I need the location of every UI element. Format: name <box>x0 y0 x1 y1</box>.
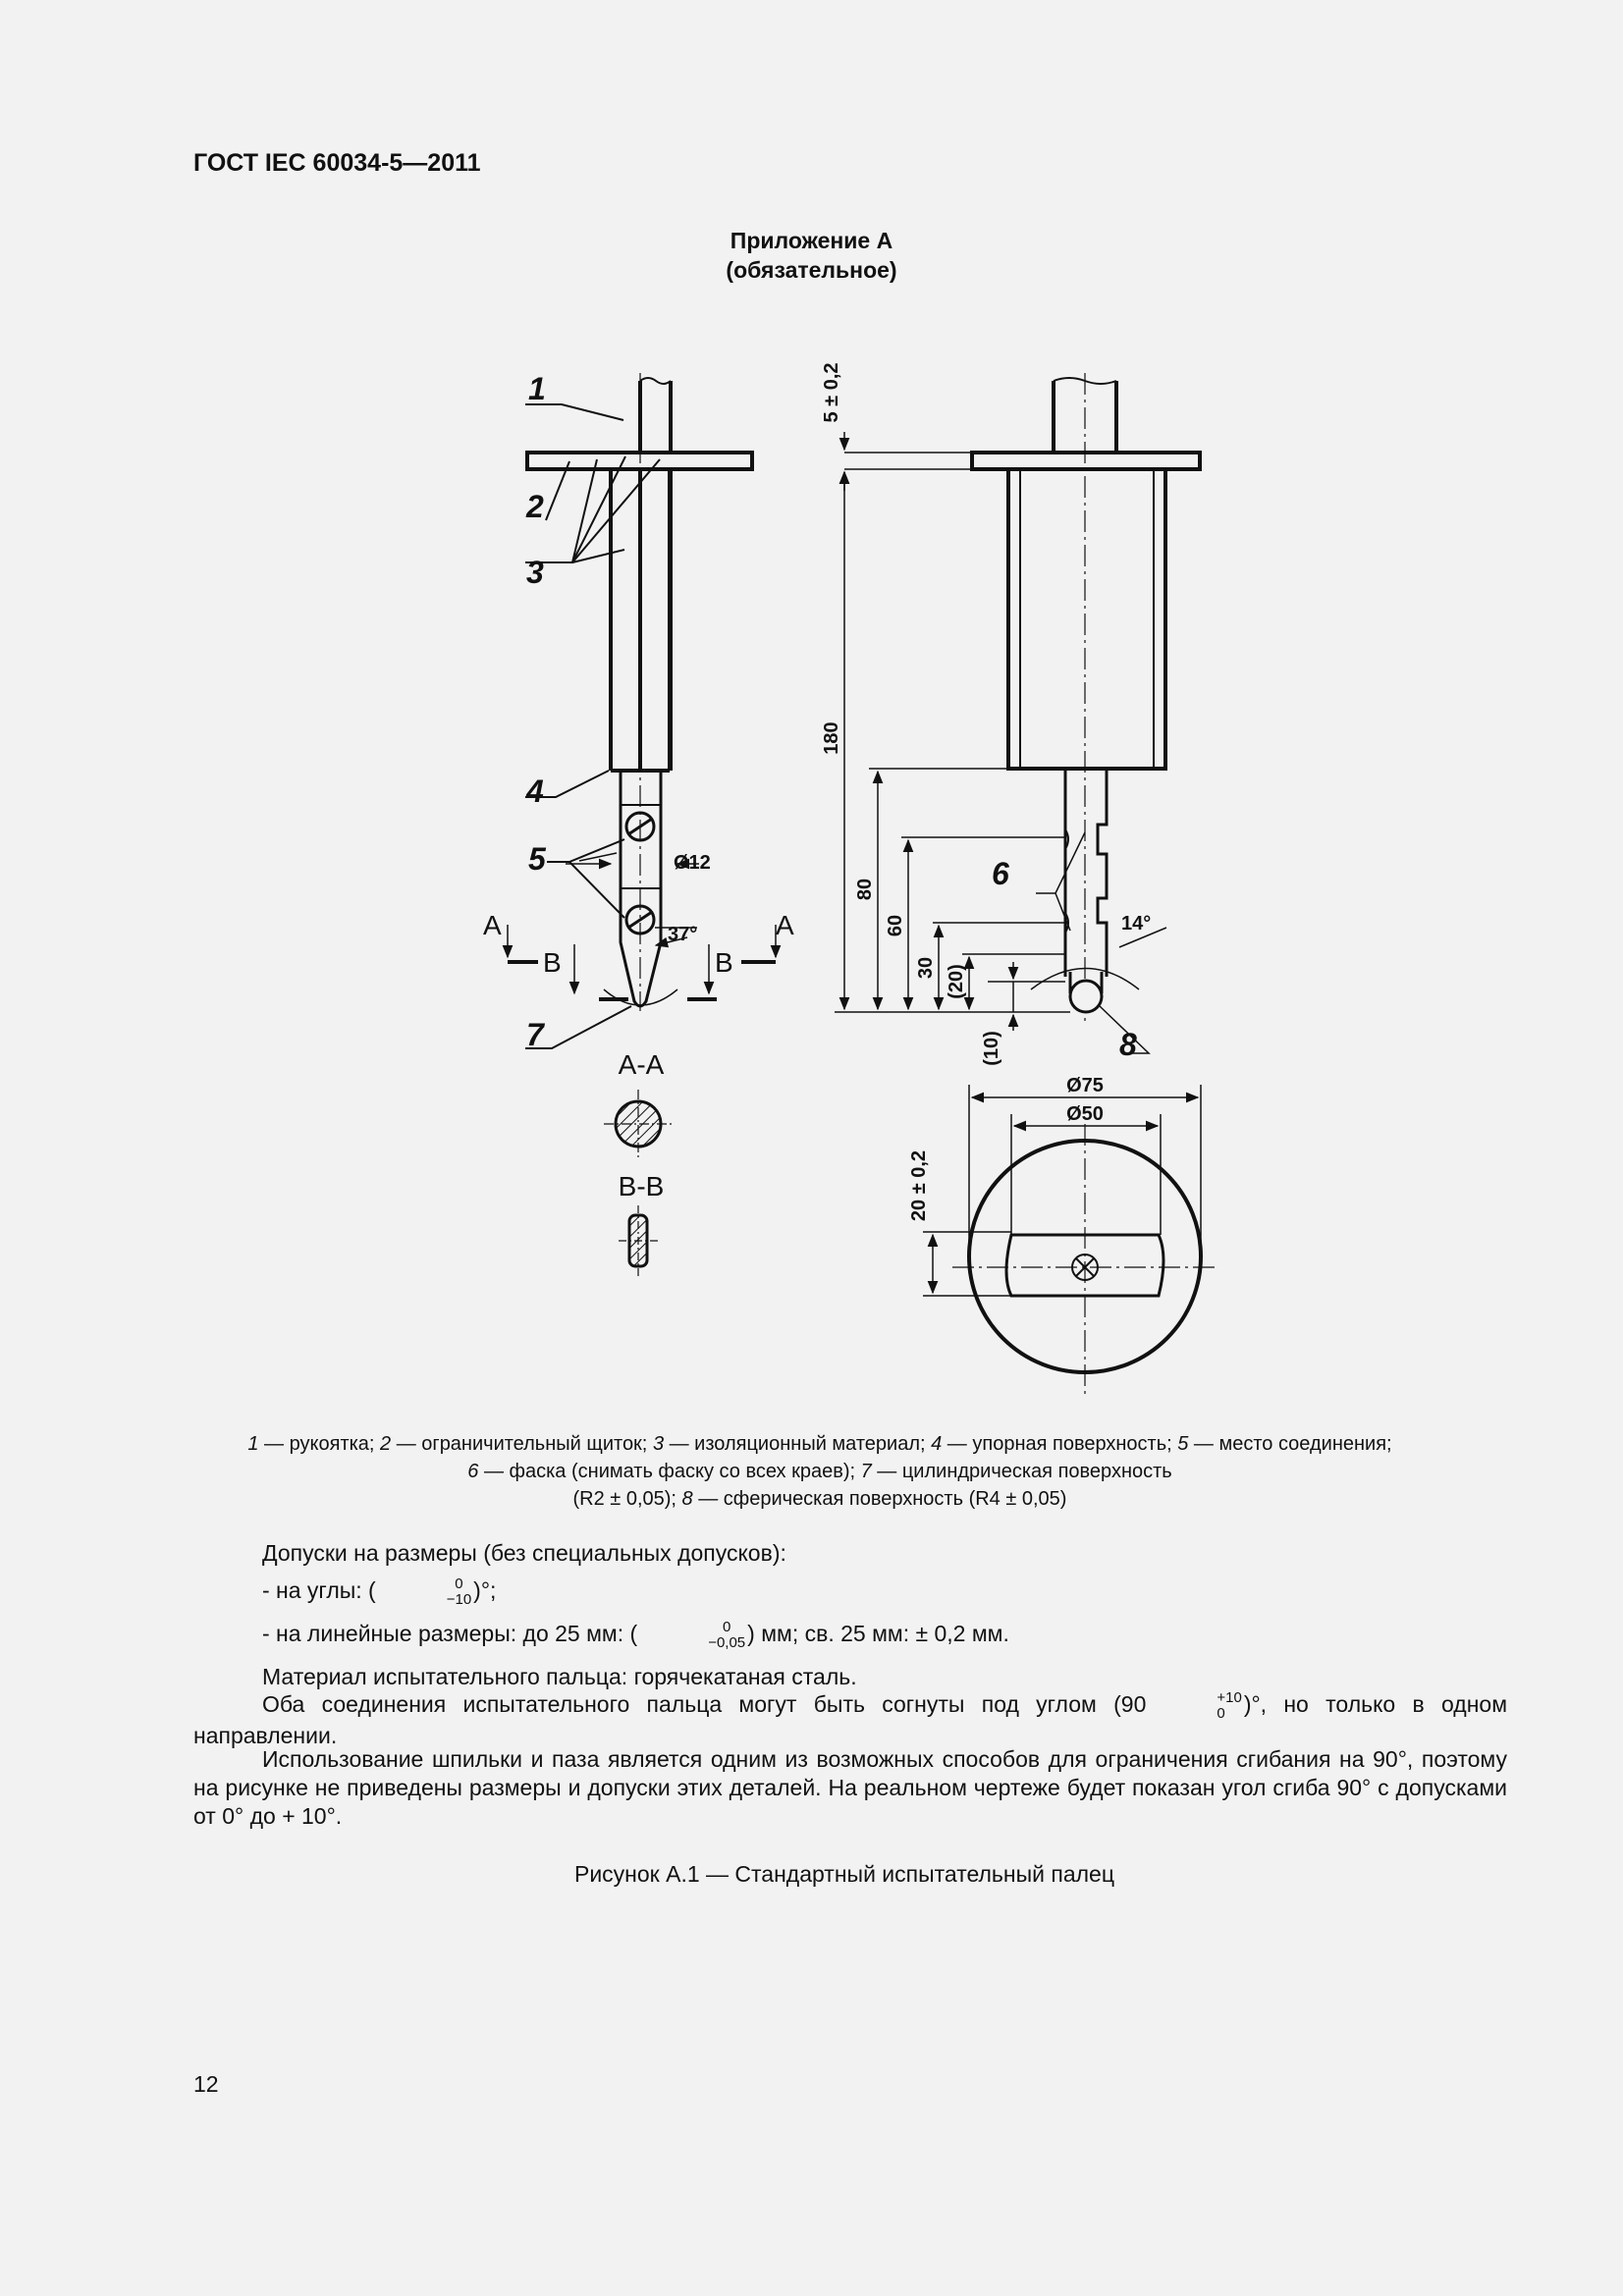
callout-7: 7 <box>526 1017 544 1052</box>
left-view <box>527 373 752 1011</box>
page-number: 12 <box>193 2071 219 2097</box>
figure-legend-line-1: 1 — рукоятка; 2 — ограничительный щиток; 3 — изоляционный материал; 4 — упорная поверхность; 5 — место соединения; <box>247 1433 1392 1455</box>
section-aa-drawing <box>604 1090 673 1158</box>
callout-6: 6 <box>992 856 1009 891</box>
appendix-title: Приложение А <box>730 228 893 253</box>
right-view <box>972 373 1200 1021</box>
bend-text: Оба соединения испытательного пальца могут быть согнуты под углом (90 +10 0 )°, но только в одном направлении. <box>193 1689 1507 1748</box>
section-label-bb: B-B <box>618 1171 665 1201</box>
figure-legend-line-2: 6 — фаска (снимать фаску со всех краев); 7 — цилиндрическая поверхность <box>467 1461 1172 1482</box>
figure-caption: Рисунок А.1 — Стандартный испытательный палец <box>573 1861 1115 1887</box>
angle-tolerance: - на углы: ( 0 −10 )°; <box>262 1575 497 1608</box>
callout-2: 2 <box>526 489 544 524</box>
dim-tip-offset: 5 ± 0,2 <box>821 362 842 423</box>
callout-5: 5 <box>528 841 546 877</box>
callout-8: 8 <box>1119 1027 1137 1062</box>
top-view <box>923 1085 1217 1394</box>
section-label-aa: A-A <box>618 1049 665 1080</box>
dim-30: 30 <box>915 956 937 980</box>
linear-tolerance: - на линейные размеры: до 25 мм: ( 0 −0,05 ) мм; св. 25 мм: ± 0,2 мм. <box>262 1619 1009 1651</box>
dim-diameter-outer: Ø75 <box>1066 1075 1104 1096</box>
pin-slot-text: Использование шпильки и паза является одним из возможных способов для ограничения сгибания на 90°, поэтому на рисунке не приведены размеры и допуски этих деталей. На реальном чертеже будет показан угол сгиба 90° с допусками от 0° до + 10°. <box>193 1746 1507 1829</box>
section-mark-a-right: A <box>776 910 794 940</box>
dim-angle-chamfer: 14° <box>1121 913 1152 934</box>
figure-legend-line-3: (R2 ± 0,05); 8 — сферическая поверхность (R4 ± 0,05) <box>572 1488 1067 1510</box>
dim-diameter-finger: Ø12 <box>674 852 711 874</box>
dim-diameter-inner: Ø50 <box>1066 1103 1104 1125</box>
material-text: Материал испытательного пальца: горячекатаная сталь. <box>262 1664 857 1689</box>
section-mark-a-left: A <box>483 910 502 940</box>
callout-4: 4 <box>526 774 544 809</box>
dim-80: 80 <box>854 878 876 901</box>
section-mark-b-right: B <box>715 947 733 978</box>
dim-60: 60 <box>885 914 906 937</box>
dim-20: (20) <box>946 964 967 999</box>
dim-slot-offset: 20 ± 0,2 <box>908 1149 930 1222</box>
callout-3: 3 <box>526 555 544 590</box>
dim-10: (10) <box>981 1031 1002 1066</box>
appendix-status: (обязательное) <box>726 257 897 283</box>
document-header: ГОСТ IEC 60034-5—2011 <box>193 149 481 177</box>
dim-total-length: 180 <box>821 721 842 755</box>
dim-angle-tip: 37° <box>668 924 698 945</box>
right-dimension-lines <box>835 432 1166 1053</box>
section-bb-drawing <box>619 1205 658 1276</box>
callout-1: 1 <box>528 371 546 406</box>
section-mark-b-left: B <box>543 947 562 978</box>
tolerances-intro: Допуски на размеры (без специальных допусков): <box>262 1540 786 1566</box>
